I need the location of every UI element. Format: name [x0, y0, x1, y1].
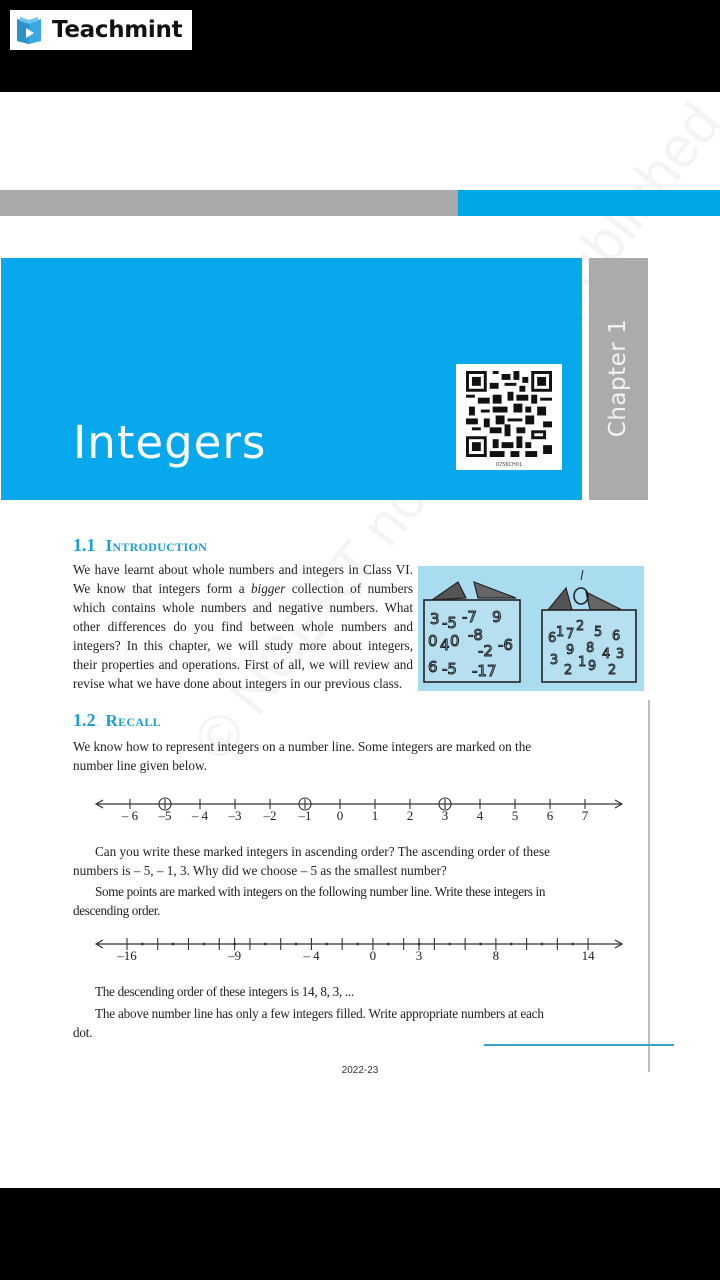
tick-label: – 4 — [191, 808, 209, 823]
tick-label: 4 — [476, 808, 484, 823]
chapter-tab — [589, 258, 648, 500]
tick-label: 8 — [492, 948, 500, 963]
section-title: Recall — [105, 711, 161, 730]
tick-label: 6 — [546, 808, 554, 823]
number-boxes-icon — [418, 566, 644, 691]
svg-text:9: 9 — [492, 608, 502, 626]
tick-label: – 4 — [303, 948, 320, 963]
svg-text:-7: -7 — [462, 608, 477, 626]
chapter-label: Chapter 1 — [605, 318, 631, 438]
svg-text:9: 9 — [588, 659, 597, 674]
footer-rule — [484, 1044, 674, 1046]
svg-text:1: 1 — [556, 625, 565, 640]
svg-text:-2: -2 — [478, 642, 493, 660]
tick-label: –3 — [228, 808, 242, 823]
integer-boxes-illustration — [418, 566, 644, 691]
tick-label: –5 — [158, 808, 172, 823]
svg-text:6: 6 — [612, 629, 621, 644]
tick-label: –2 — [263, 808, 277, 823]
tick-label: – 6 — [121, 808, 139, 823]
app-header — [0, 0, 720, 92]
svg-text:-17: -17 — [472, 662, 497, 680]
book-play-icon — [14, 15, 44, 45]
svg-text:2: 2 — [608, 663, 617, 678]
svg-text:2: 2 — [576, 619, 585, 634]
svg-text:-8: -8 — [468, 626, 483, 644]
svg-text:3: 3 — [430, 610, 440, 628]
qr-code[interactable] — [456, 364, 562, 470]
svg-text:-6: -6 — [498, 636, 513, 654]
tick-label: 14 — [581, 948, 595, 963]
svg-text:9: 9 — [566, 643, 575, 658]
svg-text:-5: -5 — [442, 660, 457, 678]
section-number: 1.2 — [73, 710, 96, 730]
recall-paragraph-5: The above number line has only a few integers filled. Write appropriate numbers at each dot. — [73, 1006, 544, 1040]
svg-text:6: 6 — [548, 631, 557, 646]
tick-label: 3 — [441, 808, 449, 823]
recall-paragraph-4: The descending order of these integers is 14, 8, 3, ... — [95, 984, 354, 999]
svg-text:6: 6 — [428, 658, 438, 676]
svg-text:5: 5 — [594, 625, 603, 640]
introduction-paragraph — [73, 560, 413, 693]
tick-label: 3 — [415, 948, 423, 963]
bottom-bar — [0, 1188, 720, 1280]
recall-paragraph-2: Can you write these marked integers in ascending order? The ascending order of these numbers is – 5, – 1, 3. Why did we choose – 5 as the smallest number? — [73, 844, 550, 878]
tick-label: –1 — [298, 808, 312, 823]
header-stripe-blue — [458, 190, 720, 216]
tick-label: 1 — [371, 808, 379, 823]
margin-rule — [648, 700, 650, 1072]
section-heading-recall — [73, 710, 161, 731]
chapter-title: Integers — [73, 416, 267, 469]
emphasis-text: bigger — [250, 581, 286, 596]
tick-label: 5 — [511, 808, 519, 823]
brand-name: Teachmint — [52, 17, 183, 43]
svg-text:0: 0 — [428, 632, 438, 650]
svg-text:7: 7 — [566, 627, 575, 642]
svg-text:4: 4 — [602, 647, 611, 662]
recall-paragraph-1: We know how to represent integers on a number line. Some integers are marked on the number line given below. — [73, 739, 532, 773]
tick-label: 2 — [406, 808, 414, 823]
section-heading-introduction — [73, 535, 207, 556]
tick-label: 0 — [336, 808, 344, 823]
qr-code-icon — [466, 371, 552, 457]
svg-text:1: 1 — [578, 655, 587, 670]
chapter-banner — [1, 258, 582, 500]
tick-label: –9 — [228, 948, 242, 963]
section-number: 1.1 — [73, 535, 96, 555]
svg-text:2: 2 — [564, 663, 573, 678]
svg-text:0: 0 — [450, 632, 460, 650]
tick-label: 7 — [581, 808, 589, 823]
paragraph-text: We have learnt about whole numbers and integers in Class VI. We know that integers form a — [73, 562, 413, 596]
recall-paragraph-3: Some points are marked with integers on the following number line. Write these integers in descending order. — [73, 884, 546, 918]
svg-text:3: 3 — [616, 647, 625, 662]
svg-text:8: 8 — [586, 641, 595, 656]
page-footer-year: 2022-23 — [341, 1065, 379, 1076]
qr-caption: 0756CH01 — [495, 462, 523, 468]
tick-label: –16 — [117, 948, 137, 963]
tick-label: 0 — [369, 948, 377, 963]
svg-text:4: 4 — [440, 636, 450, 654]
teachmint-logo[interactable] — [10, 10, 192, 50]
document-page — [0, 92, 720, 1188]
svg-text:3: 3 — [550, 653, 559, 668]
section-title: Introduction — [105, 536, 208, 555]
header-stripe-gray — [0, 190, 458, 216]
paragraph-text: collection of numbers which contains whole numbers and negative numbers. What other differences do you find between whole numbers and integers? In this chapter, we will study more about integers, their properties and operations. First of all, we will review and revise what we have done about integers in our previous class. — [73, 581, 413, 691]
svg-text:-5: -5 — [442, 614, 457, 632]
